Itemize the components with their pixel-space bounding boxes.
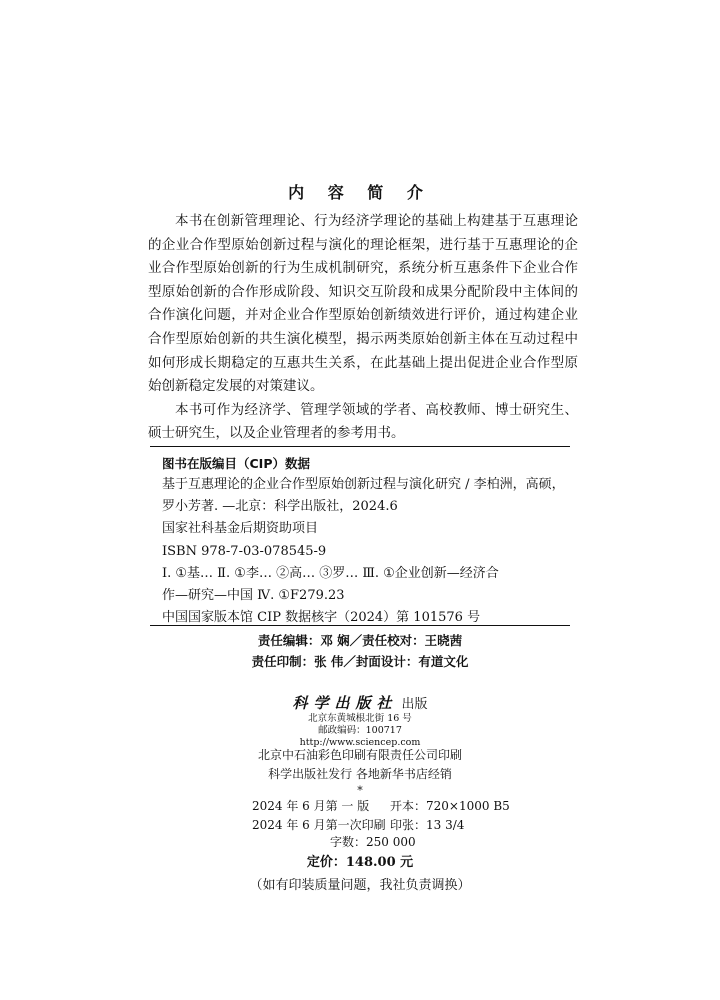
- separator-star: *: [357, 784, 363, 797]
- cip-bottom-rule: [150, 625, 570, 626]
- intro-paragraph: 本书可作为经济学、管理学领域的学者、高校教师、博士研究生、硕士研究生，以及企业管理者的参考用书。: [148, 401, 578, 442]
- publisher-address: 北京东黄城根北街 16 号: [308, 713, 412, 724]
- intro-text: [148, 210, 578, 446]
- cip-top-rule: [150, 446, 570, 447]
- edition-info: 2024 年 6 月第 一 版: [252, 799, 370, 813]
- cip-classification-line: 作—研究—中国 Ⅳ. ①F279.23: [162, 587, 345, 603]
- publisher-name: 科学出版社: [292, 694, 398, 712]
- sheets-info: 印张：13 3/4: [390, 818, 465, 832]
- cip-header: 图书在版编目（CIP）数据: [162, 456, 310, 471]
- cip-number: 中国国家版本馆 CIP 数据核字（2024）第 101576 号: [162, 610, 481, 625]
- cip-title-line: 基于互惠理论的企业合作型原始创新过程与演化研究 / 李柏洲，高硕，: [162, 477, 565, 492]
- publisher-website: http://www.sciencep.com: [299, 737, 421, 748]
- cip-funding: 国家社科基金后期资助项目: [162, 521, 319, 536]
- cip-title-line: 罗小芳著. —北京：科学出版社，2024.6: [162, 498, 398, 514]
- cip-isbn: ISBN 978-7-03-078545-9: [162, 543, 327, 559]
- printer-line: 北京中石油彩色印刷有限责任公司印刷: [257, 748, 462, 762]
- cip-classification-line: Ⅰ. ①基… Ⅱ. ①李… ②高… ③罗… Ⅲ. ①企业创新—经济合: [162, 566, 499, 581]
- price: 定价：148.00 元: [306, 855, 414, 870]
- format-info: 开本：720×1000 B5: [390, 799, 510, 813]
- publisher-suffix: 出版: [401, 697, 428, 712]
- intro-paragraph: 本书在创新管理理论、行为经济学理论的基础上构建基于互惠理论的企业合作型原始创新过程与演化的理论框架，进行基于互惠理论的企业合作型原始创新的行为生成机制研究，系统分析互惠条件下企业合作型原始创新的合作形成阶段、知识交互阶段和成果分配阶段中主体间的合作演化问题，并对企业合作型原始创新绩效进行评价，通过构建企业合作型原始创新的共生演化模型，揭示两类原始创新主体在互动过程中如何形成长期稳定的互惠共生关系，在此基础上提出促进企业合作型原始创新稳定发展的对策建议。: [148, 213, 578, 395]
- distribution-line: 科学出版社发行 各地新华书店经销: [268, 767, 452, 781]
- publisher-postcode: 邮政编码：100717: [318, 725, 402, 736]
- publisher-line: [0, 692, 720, 713]
- printing-info: 2024 年 6 月第一次印刷: [252, 818, 386, 832]
- word-count: 字数：250 000: [330, 835, 416, 849]
- cip-record: [162, 474, 578, 629]
- staff-editors: 责任编辑：邓 娴／责任校对：王晓茜: [257, 633, 463, 648]
- quality-notice: （如有印装质量问题，我社负责调换）: [249, 878, 471, 893]
- intro-title: 内 容 简 介: [288, 183, 432, 202]
- staff-production: 责任印制：张 伟／封面设计：有道文化: [251, 654, 469, 669]
